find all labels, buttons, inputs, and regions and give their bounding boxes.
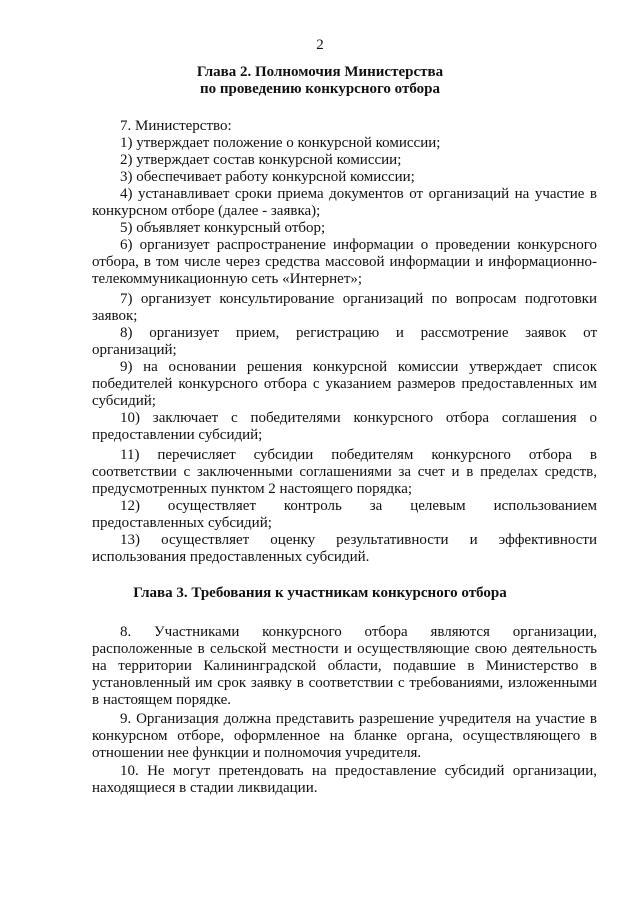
text-line: 8) организует прием, регистрацию и рассмотрение заявок от — [120, 325, 597, 341]
text-line: установленный им срок заявку в соответствии с требованиями, изложенными — [92, 675, 597, 691]
text-line: 5) объявляет конкурсный отбор; — [120, 220, 326, 236]
text-line: 1) утверждает положение о конкурсной комиссии; — [120, 135, 441, 151]
chapter-2-title-line-1: Глава 2. Полномочия Министерства — [196, 64, 444, 80]
text-line: 2) утверждает состав конкурсной комиссии; — [120, 152, 402, 168]
text-line: телекоммуникационную сеть «Интернет»; — [92, 271, 363, 287]
text-line: находящиеся в стадии ликвидации. — [92, 780, 318, 796]
chapter-2-title-line-2: по проведению конкурсного отбора — [200, 81, 440, 97]
text-line: победителей конкурсного отбора с указанием размеров предоставленных им — [92, 376, 597, 392]
text-line: 9. Организация должна представить разрешение учредителя на участие в — [120, 711, 597, 727]
chapter-3-title: Глава 3. Требования к участникам конкурсного отбора — [133, 585, 507, 601]
text-line: отбора, в том числе через средства массовой информации и информационно- — [92, 254, 597, 270]
text-line: предоставленных субсидий; — [92, 515, 272, 531]
text-line: заявок; — [92, 308, 138, 324]
text-line: в настоящем порядке. — [92, 692, 231, 708]
text-line: отношении нее функции и полномочия учредителя. — [92, 745, 422, 761]
text-line: на территории Калининградской области, подавшие в Министерство в — [92, 658, 597, 674]
text-line: 9) на основании решения конкурсной комиссии утверждает список — [120, 359, 597, 375]
text-line: расположенные в сельской местности и осуществляющие свою деятельность — [92, 641, 597, 657]
text-line: организаций; — [92, 342, 177, 358]
text-line: 6) организует распространение информации о проведении конкурсного — [120, 237, 597, 253]
text-line: предусмотренных пунктом 2 настоящего порядка; — [92, 481, 413, 497]
text-line: 13) осуществляет оценку результативности и эффективности — [120, 532, 597, 548]
text-line: 11) перечисляет субсидии победителям конкурсного отбора в — [120, 447, 597, 463]
text-line: использования предоставленных субсидий. — [92, 549, 370, 565]
text-line: соответствии с заключенными соглашениями за счет и в пределах средств, — [92, 464, 597, 480]
page-number: 2 — [316, 37, 324, 53]
text-line: 12) осуществляет контроль за целевым использованием — [120, 498, 597, 514]
text-line: 3) обеспечивает работу конкурсной комиссии; — [120, 169, 415, 185]
text-line: 8. Участниками конкурсного отбора являются организации, — [120, 624, 597, 640]
text-line: предоставлении субсидий; — [92, 427, 263, 443]
text-line: 10) заключает с победителями конкурсного отбора соглашения о — [120, 410, 597, 426]
text-line: 7. Министерство: — [120, 118, 232, 134]
text-line: 4) устанавливает сроки приема документов от организаций на участие в — [120, 186, 597, 202]
text-line: 10. Не могут претендовать на предоставление субсидий организации, — [120, 763, 597, 779]
text-line: конкурсном отборе, оформленное на бланке органа, осуществляющего в — [92, 728, 597, 744]
text-line: субсидий; — [92, 393, 156, 409]
text-line: 7) организует консультирование организаций по вопросам подготовки — [120, 291, 597, 307]
text-line: конкурсном отборе (далее - заявка); — [92, 203, 321, 219]
